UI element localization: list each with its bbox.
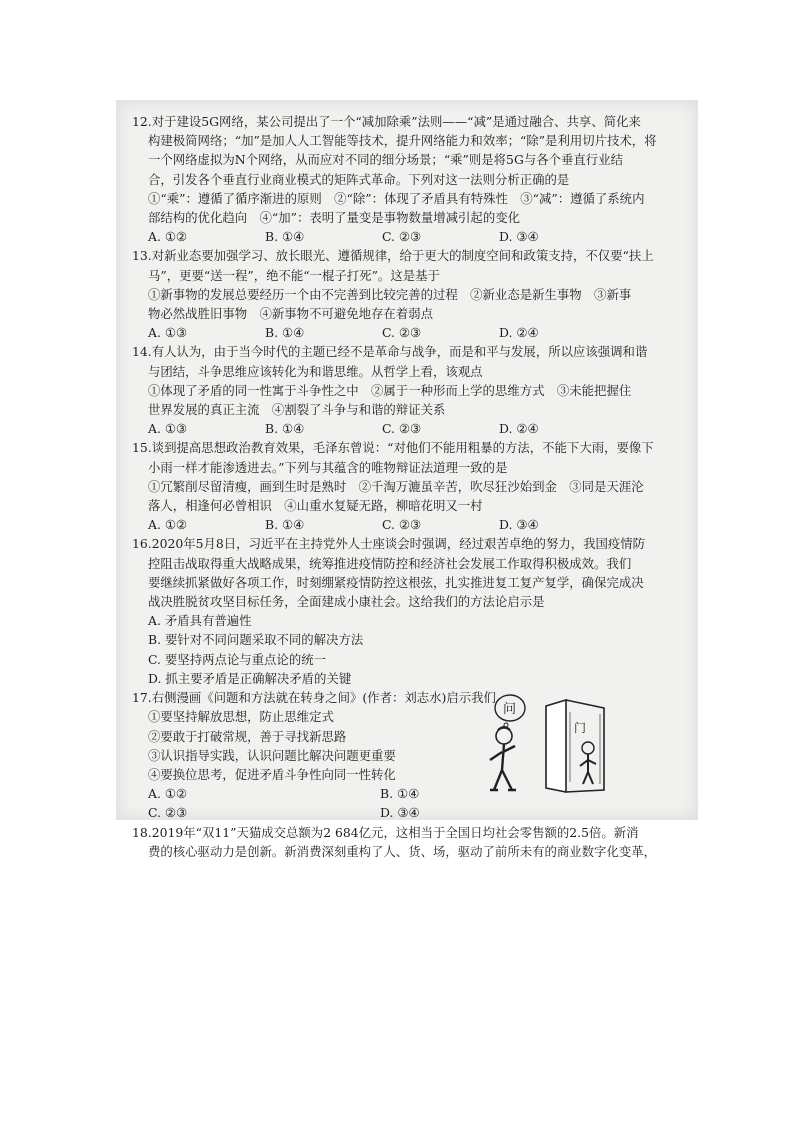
option-b: B. ①④ (380, 786, 420, 802)
option-b: B. ①④ (265, 229, 305, 245)
exam-content (132, 112, 694, 861)
stem-line: 18.2019年“双11”天猫成交总额为2 684亿元，这相当于全国日均社会零售额的2.5倍。新消 (132, 824, 639, 840)
stem-line: 12.对于建设5G网络，某公司提出了一个“减加除乘”法则——“减”是通过融合、共享、简化来 (132, 114, 641, 129)
statement-line: ①要坚持解放思想，防止思维定式 (148, 709, 334, 725)
statement-line: ①体现了矛盾的同一性寓于斗争性之中 ②属于一种形而上学的思维方式 ③未能把握住 (148, 382, 632, 398)
statement-line: ①“乘”：遵循了循序渐进的原则 ②“除”：体现了矛盾具有特殊性 ③“减”：遵循了系统内 (148, 190, 645, 206)
option-b: B. ①④ (265, 325, 305, 341)
option-a: A. ①③ (148, 325, 188, 341)
stem-line: 小雨一样才能渗透进去。”下列与其蕴含的唯物辩证法道理一致的是 (148, 459, 508, 475)
option-a: A. 矛盾具有普遍性 (148, 613, 252, 629)
stem-line: 要继续抓紧做好各项工作，时刻绷紧疫情防控这根弦，扎实推进复工复产复学，确保完成决 (148, 574, 644, 590)
option-b: B. 要针对不同问题采取不同的解决方法 (148, 632, 364, 648)
statement-line: ①新事物的发展总要经历一个由不完善到比较完善的过程 ②新业态是新生事物 ③新事 (148, 286, 632, 302)
option-c: C. ②③ (382, 421, 422, 437)
statement-line: ③认识指导实践，认识问题比解决问题更重要 (148, 747, 396, 763)
option-a: A. ①③ (148, 421, 188, 437)
stem-line: 合，引发各个垂直行业商业模式的矩阵式革命。下列对这一法则分析正确的是 (148, 171, 570, 187)
option-d: D. ③④ (499, 229, 539, 245)
stem-line: 控阻击战取得重大战略成果，统筹推进疫情防控和经济社会发展工作取得积极成效。我们 (148, 555, 632, 571)
stem-line: 15.谈到提高思想政治教育效果，毛泽东曾说：“对他们不能用粗暴的方法，不能下大雨，要像下 (132, 440, 654, 456)
cartoon-bubble-text: 问 (503, 702, 517, 718)
option-c: C. 要坚持两点论与重点论的统一 (148, 651, 326, 667)
stem-line: 16.2020年5月8日，习近平在主持党外人士座谈会时强调，经过艰苦卓绝的努力，我国疫情防 (132, 536, 646, 552)
stem-line: 费的核心驱动力是创新。新消费深刻重构了人、货、场，驱动了前所未有的商业数字化变革， (148, 843, 657, 859)
stem-line: 构建极简网络；“加”是加人人工智能等技术，提升网络能力和效率；“除”是利用切片技术，将 (148, 133, 657, 149)
options-row (132, 419, 694, 438)
statement-line: ②要敢于打破常规，善于寻找新思路 (148, 728, 347, 744)
option-d: D. 抓主要矛盾是正确解决矛盾的关键 (148, 670, 352, 686)
stem-line: 与团结，斗争思维应该转化为和谐思维。从哲学上看，该观点 (148, 363, 483, 379)
stem-line: 13.对新业态要加强学习、放长眼光、遵循规律，给于更大的制度空间和政策支持，不仅要“扶上 (132, 248, 654, 264)
question-12 (132, 112, 694, 246)
option-b: B. ①④ (265, 421, 305, 437)
options-row (132, 323, 694, 342)
option-c: C. ②③ (382, 325, 422, 341)
cartoon-illustration (476, 690, 616, 796)
statement-line: 落人，相逢何必曾相识 ④山重水复疑无路，柳暗花明又一村 (148, 498, 483, 514)
statement-line: ①冗繁削尽留清瘦，画到生时是熟时 ②千淘万漉虽辛苦，吹尽狂沙始到金 ③同是天涯沦 (148, 478, 644, 494)
stem-line: 14.有人认为，由于当今时代的主题已经不是革命与战争，而是和平与发展，所以应该强调和谐 (132, 344, 648, 360)
options-row (132, 803, 694, 822)
option-c: C. ②③ (382, 229, 422, 245)
question-18 (132, 823, 694, 861)
cartoon-door-text: 门 (574, 721, 587, 736)
stem-line: 17.右侧漫画《问题和方法就在转身之间》(作者：刘志水)启示我们 (132, 690, 496, 706)
option-a: A. ①② (148, 229, 188, 245)
options-row (132, 227, 694, 246)
stem-line: 战决胜脱贫攻坚目标任务，全面建成小康社会。这给我们的方法论启示是 (148, 594, 545, 610)
option-c: C. ②③ (148, 805, 188, 821)
option-b: B. ①④ (265, 517, 305, 533)
stem-line: 马”，更要“送一程”，绝不能“一棍子打死”。这是基于 (148, 267, 440, 283)
statement-line: 世界发展的真正主流 ④割裂了斗争与和谐的辩证关系 (148, 402, 446, 418)
question-16 (132, 534, 694, 688)
question-17 (132, 688, 694, 822)
stem-line: 一个网络虚拟为N个网络，从而应对不同的细分场景；“乘”则是将5G与各个垂直行业结 (148, 152, 623, 168)
question-14 (132, 342, 694, 438)
statement-line: ④要换位思考，促进矛盾斗争性向同一性转化 (148, 766, 396, 782)
options-row (132, 515, 694, 534)
option-d: D. ③④ (380, 805, 420, 821)
question-15 (132, 438, 694, 534)
option-a: A. ①② (148, 786, 188, 802)
option-d: D. ②④ (499, 325, 539, 341)
option-a: A. ①② (148, 517, 188, 533)
option-c: C. ②③ (382, 517, 422, 533)
statement-line: 部结构的优化趋向 ④“加”：表明了量变是事物数量增减引起的变化 (148, 210, 520, 226)
option-d: D. ②④ (499, 421, 539, 437)
option-d: D. ③④ (499, 517, 539, 533)
statement-line: 物必然战胜旧事物 ④新事物不可避免地存在着弱点 (148, 306, 433, 322)
question-13 (132, 246, 694, 342)
